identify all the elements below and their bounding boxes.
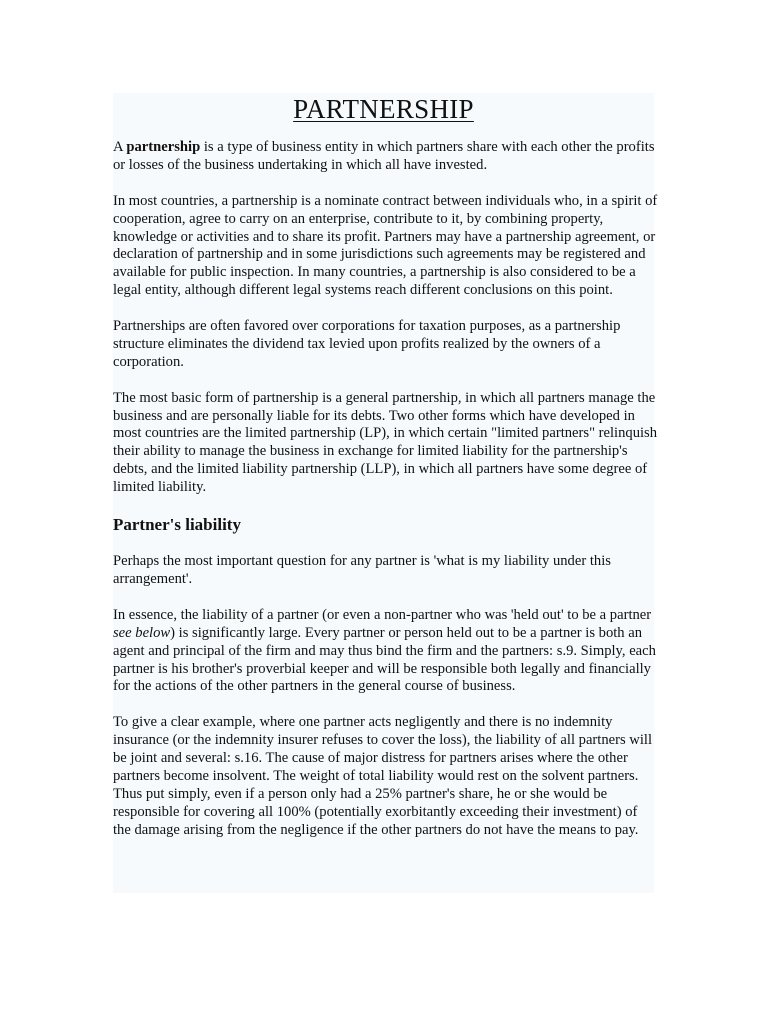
body-paragraph-3: The most basic form of partnership is a general partnership, in which all partners manage the business and are personally liable for its debts. Two other forms which have developed in most countries are the limited partnership (LP), in which certain "limited partners" relinquish their ability to manage the business in exchange for limited liability for the partnership's debts, and the limited liability partnership (LLP), in which all partners have some degree of limited liability. <box>113 389 658 496</box>
document-body <box>113 93 658 893</box>
document-title: PARTNERSHIP <box>293 94 474 124</box>
liability-paragraph-1: Perhaps the most important question for any partner is 'what is my liability under this arrangement'. <box>113 553 611 587</box>
body-paragraph-1: In most countries, a partnership is a nominate contract between individuals who, in a spirit of cooperation, agree to carry on an enterprise, contribute to it, by combining property, knowledge or activities and to share its profit. Partners may have a partnership agreement, or declaration of partnership and in some jurisdictions such agreements may be registered and available for public inspection. In many countries, a partnership is also considered to be a legal entity, although different legal systems reach different conclusions on this point. <box>113 192 658 299</box>
section-heading-partners-liability: Partner's liability <box>113 515 241 535</box>
liability-paragraph-2 <box>113 607 658 697</box>
liability-paragraph-2-start: In essence, the liability of a partner (or even a non-partner who was 'held out' to be a partner <box>113 606 652 623</box>
intro-paragraph <box>113 139 658 175</box>
intro-prefix: A <box>113 139 127 155</box>
liability-paragraph-2-end: ) is significantly large. Every partner or person held out to be a partner is both an agent and principal of the firm and may thus bind the firm and the partners: s.9. Simply, each partner is his brother's proverbial keeper and will be responsible both legally and financially for the actions of the other partners in the general course of business. <box>113 624 656 695</box>
see-below-reference: see below <box>113 624 171 641</box>
intro-bold-term: partnership <box>126 139 201 155</box>
liability-paragraph-3: To give a clear example, where one partner acts negligently and there is no indemnity insurance (or the indemnity insurer refuses to cover the loss), the liability of all partners will be joint and several: s.16. The cause of major distress for partners arises where the other partners become insolvent. The weight of total liability would rest on the solvent partners. Thus put simply, even if a person only had a 25% partner's share, he or she would be responsible for covering all 100% (potentially exorbitantly exceeding their investment) of the damage arising from the negligence if the other partners do not have the means to pay. <box>113 714 653 838</box>
body-paragraph-2: Partnerships are often favored over corporations for taxation purposes, as a partnership structure eliminates the dividend tax levied upon profits realized by the owners of a corporation. <box>113 318 621 370</box>
intro-suffix: is a type of business entity in which partners share with each other the profits or losses of the business undertaking in which all have invested. <box>113 139 655 173</box>
